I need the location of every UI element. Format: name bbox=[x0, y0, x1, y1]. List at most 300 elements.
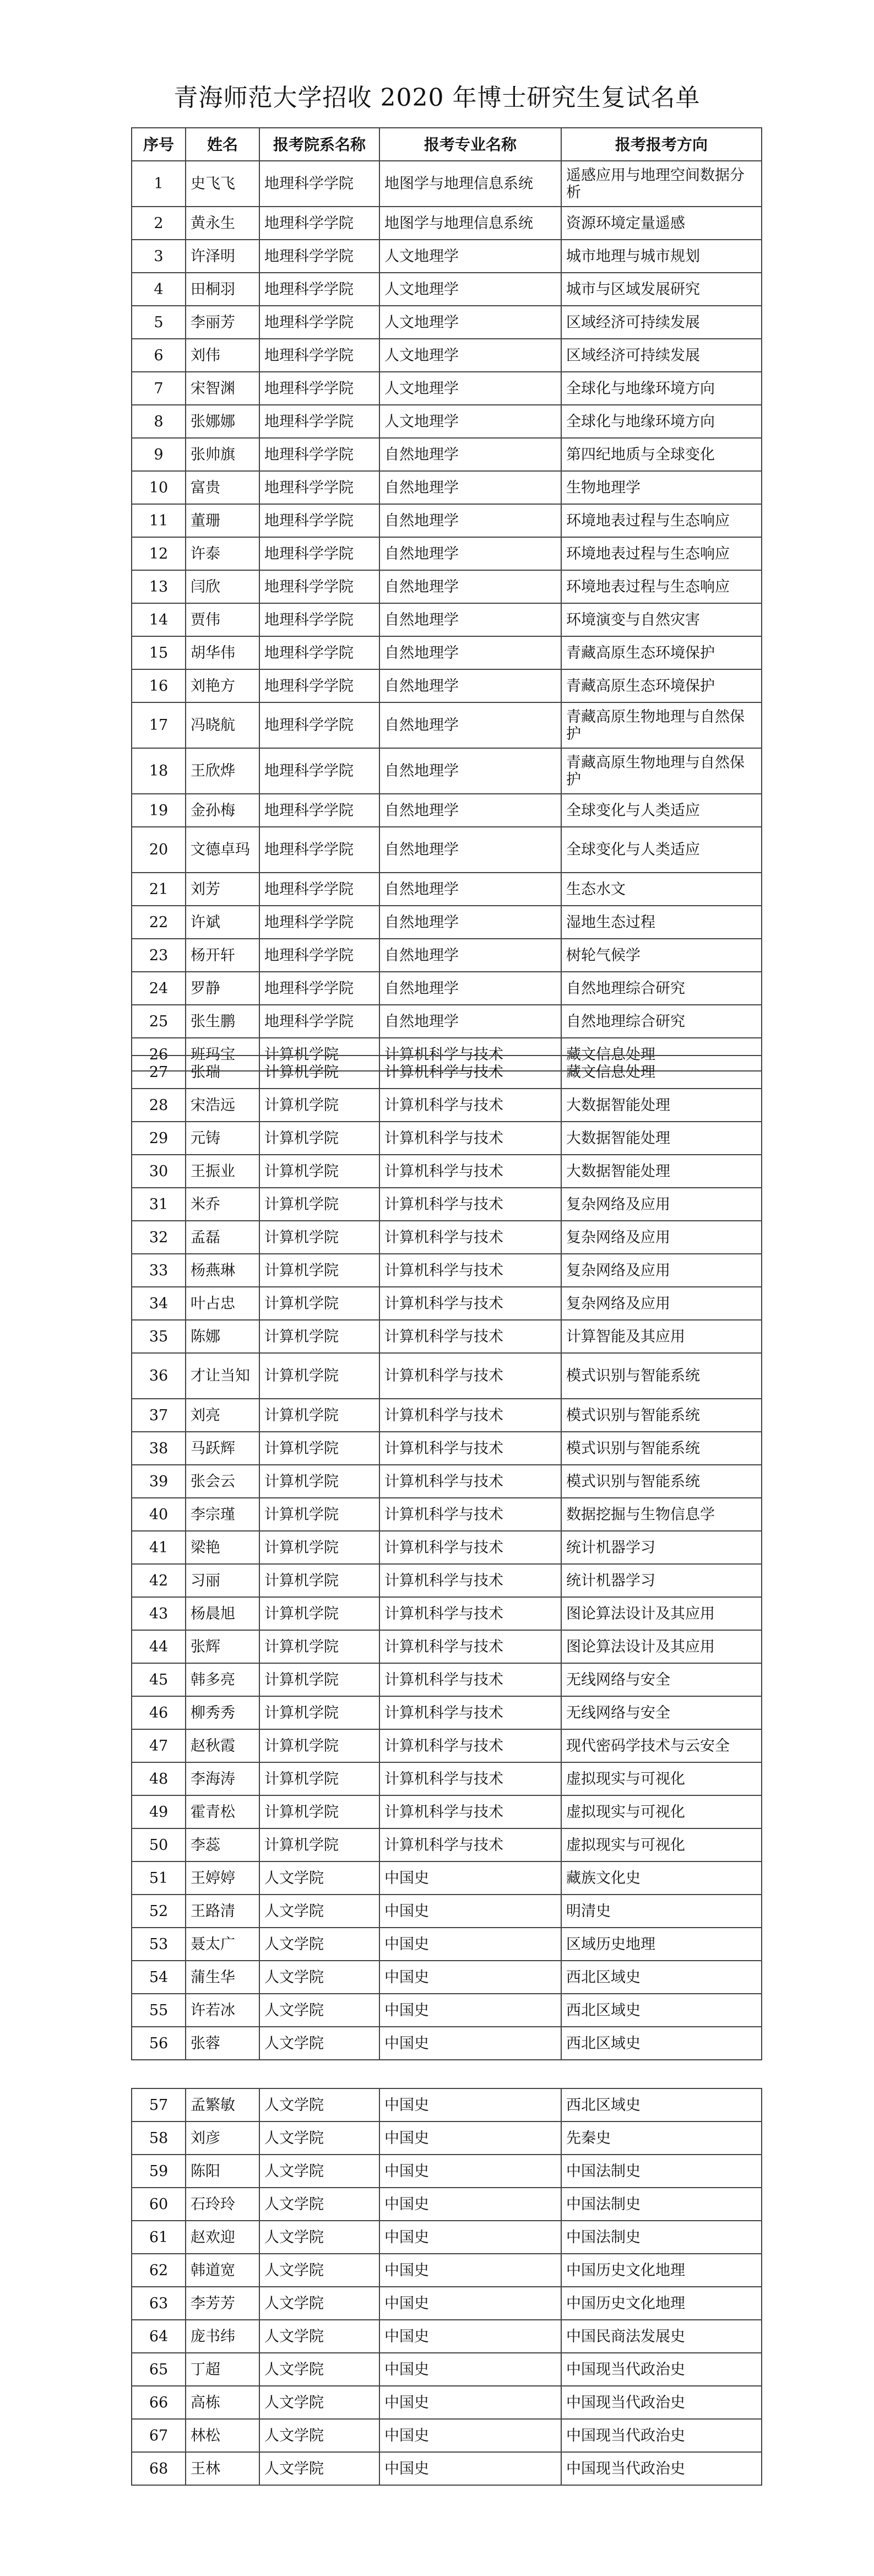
table-row bbox=[132, 1498, 762, 1531]
research-direction: 大数据智能处理 bbox=[561, 1155, 762, 1188]
applicant-name: 聂太广 bbox=[186, 1928, 259, 1961]
department-name: 地理科学学院 bbox=[259, 537, 379, 570]
row-index: 12 bbox=[132, 537, 186, 570]
department-name: 计算机学院 bbox=[259, 1432, 379, 1465]
applicant-table-continued bbox=[131, 2088, 762, 2486]
department-name: 计算机学院 bbox=[259, 1287, 379, 1320]
page-title: 青海师范大学招收 2020 年博士研究生复试名单 bbox=[173, 84, 701, 112]
department-name: 计算机学院 bbox=[259, 1531, 379, 1564]
research-direction: 青藏高原生态环境保护 bbox=[561, 669, 762, 702]
major-name: 计算机科学与技术 bbox=[379, 1353, 561, 1399]
research-direction: 区域历史地理 bbox=[561, 1928, 762, 1961]
major-name: 计算机科学与技术 bbox=[379, 1597, 561, 1630]
major-name: 计算机科学与技术 bbox=[379, 1630, 561, 1663]
department-name: 人文学院 bbox=[259, 2221, 379, 2254]
department-name: 地理科学学院 bbox=[259, 306, 379, 339]
department-name: 计算机学院 bbox=[259, 1663, 379, 1696]
major-name: 自然地理学 bbox=[379, 702, 561, 748]
table-row bbox=[132, 1795, 762, 1828]
table-row bbox=[132, 2452, 762, 2485]
table-row bbox=[132, 1895, 762, 1928]
row-index: 8 bbox=[132, 405, 186, 438]
applicant-name: 米乔 bbox=[186, 1188, 259, 1221]
table-row bbox=[132, 2027, 762, 2060]
research-direction: 中国现当代政治史 bbox=[561, 2452, 762, 2485]
major-name: 中国史 bbox=[379, 1895, 561, 1928]
research-direction: 模式识别与智能系统 bbox=[561, 1353, 762, 1399]
table-row bbox=[132, 2155, 762, 2188]
applicant-name: 霍青松 bbox=[186, 1795, 259, 1828]
applicant-name: 史飞飞 bbox=[186, 161, 259, 207]
table-row bbox=[132, 1155, 762, 1188]
table-row bbox=[132, 1828, 762, 1861]
applicant-name: 王路清 bbox=[186, 1895, 259, 1928]
table-row bbox=[132, 1729, 762, 1762]
major-name: 计算机科学与技术 bbox=[379, 1795, 561, 1828]
applicant-name: 王林 bbox=[186, 2452, 259, 2485]
research-direction: 城市地理与城市规划 bbox=[561, 240, 762, 273]
applicant-name: 杨燕琳 bbox=[186, 1254, 259, 1287]
research-direction: 城市与区域发展研究 bbox=[561, 273, 762, 306]
table-row bbox=[132, 504, 762, 537]
table-body bbox=[132, 2088, 762, 2485]
row-index: 53 bbox=[132, 1928, 186, 1961]
row-index: 25 bbox=[132, 1005, 186, 1038]
department-name: 计算机学院 bbox=[259, 1320, 379, 1353]
row-index: 14 bbox=[132, 603, 186, 636]
department-name: 地理科学学院 bbox=[259, 504, 379, 537]
major-name: 计算机科学与技术 bbox=[379, 1465, 561, 1498]
research-direction: 复杂网络及应用 bbox=[561, 1188, 762, 1221]
table-row bbox=[132, 1089, 762, 1122]
major-name: 计算机科学与技术 bbox=[379, 1762, 561, 1795]
row-index: 62 bbox=[132, 2254, 186, 2287]
row-index: 17 bbox=[132, 702, 186, 748]
research-direction: 资源环境定量遥感 bbox=[561, 207, 762, 240]
row-index: 24 bbox=[132, 972, 186, 1005]
research-direction: 青藏高原生态环境保护 bbox=[561, 636, 762, 669]
major-name: 中国史 bbox=[379, 2088, 561, 2122]
research-direction: 图论算法设计及其应用 bbox=[561, 1630, 762, 1663]
table-row bbox=[132, 2188, 762, 2221]
research-direction: 全球化与地缘环境方向 bbox=[561, 372, 762, 405]
department-name: 人文学院 bbox=[259, 2027, 379, 2060]
applicant-name: 庞书纬 bbox=[186, 2320, 259, 2353]
major-name: 自然地理学 bbox=[379, 1005, 561, 1038]
table-row bbox=[132, 1861, 762, 1895]
research-direction: 全球变化与人类适应 bbox=[561, 794, 762, 827]
department-name: 地理科学学院 bbox=[259, 669, 379, 702]
table-row bbox=[132, 1564, 762, 1597]
major-name: 中国史 bbox=[379, 2027, 561, 2060]
research-direction: 先秦史 bbox=[561, 2122, 762, 2155]
table-row bbox=[132, 1221, 762, 1254]
table-row bbox=[132, 1630, 762, 1663]
table-body bbox=[132, 161, 762, 1071]
applicant-name: 杨开轩 bbox=[186, 939, 259, 972]
applicant-name: 李芳芳 bbox=[186, 2287, 259, 2320]
major-name: 自然地理学 bbox=[379, 906, 561, 939]
applicant-name: 罗静 bbox=[186, 972, 259, 1005]
major-name: 自然地理学 bbox=[379, 636, 561, 669]
department-name: 地理科学学院 bbox=[259, 372, 379, 405]
major-name: 计算机科学与技术 bbox=[379, 1432, 561, 1465]
applicant-name: 李蕊 bbox=[186, 1828, 259, 1861]
research-direction: 无线网络与安全 bbox=[561, 1663, 762, 1696]
table-row bbox=[132, 570, 762, 603]
table-row bbox=[132, 636, 762, 669]
row-index: 29 bbox=[132, 1122, 186, 1155]
table-row bbox=[132, 207, 762, 240]
row-index: 66 bbox=[132, 2386, 186, 2419]
applicant-name: 元铸 bbox=[186, 1122, 259, 1155]
research-direction: 藏文信息处理 bbox=[561, 1056, 762, 1089]
row-index: 59 bbox=[132, 2155, 186, 2188]
row-index: 44 bbox=[132, 1630, 186, 1663]
applicant-name: 黄永生 bbox=[186, 207, 259, 240]
applicant-table-continued bbox=[131, 1055, 762, 2060]
department-name: 地理科学学院 bbox=[259, 873, 379, 906]
major-name: 人文地理学 bbox=[379, 240, 561, 273]
table-row bbox=[132, 1399, 762, 1432]
department-name: 地理科学学院 bbox=[259, 939, 379, 972]
department-name: 人文学院 bbox=[259, 1961, 379, 1994]
major-name: 自然地理学 bbox=[379, 972, 561, 1005]
table-row bbox=[132, 1597, 762, 1630]
table-row bbox=[132, 2386, 762, 2419]
research-direction: 虚拟现实与可视化 bbox=[561, 1828, 762, 1861]
applicant-name: 李海涛 bbox=[186, 1762, 259, 1795]
applicant-name: 冯晓航 bbox=[186, 702, 259, 748]
department-name: 地理科学学院 bbox=[259, 748, 379, 794]
research-direction: 中国现当代政治史 bbox=[561, 2419, 762, 2452]
applicant-name: 梁艳 bbox=[186, 1531, 259, 1564]
row-index: 26 bbox=[132, 1038, 186, 1071]
row-index: 41 bbox=[132, 1531, 186, 1564]
header-department: 报考院系名称 bbox=[259, 128, 379, 161]
row-index: 20 bbox=[132, 827, 186, 873]
department-name: 地理科学学院 bbox=[259, 240, 379, 273]
row-index: 1 bbox=[132, 161, 186, 207]
table-row bbox=[132, 2122, 762, 2155]
research-direction: 中国法制史 bbox=[561, 2155, 762, 2188]
major-name: 计算机科学与技术 bbox=[379, 1287, 561, 1320]
table-row bbox=[132, 1696, 762, 1729]
department-name: 人文学院 bbox=[259, 2254, 379, 2287]
major-name: 自然地理学 bbox=[379, 827, 561, 873]
applicant-name: 张瑞 bbox=[186, 1056, 259, 1089]
department-name: 人文学院 bbox=[259, 2155, 379, 2188]
major-name: 自然地理学 bbox=[379, 669, 561, 702]
table-row bbox=[132, 748, 762, 794]
research-direction: 西北区域史 bbox=[561, 2027, 762, 2060]
department-name: 计算机学院 bbox=[259, 1353, 379, 1399]
row-index: 57 bbox=[132, 2088, 186, 2122]
research-direction: 青藏高原生物地理与自然保护 bbox=[561, 702, 762, 748]
research-direction: 藏族文化史 bbox=[561, 1861, 762, 1895]
department-name: 计算机学院 bbox=[259, 1498, 379, 1531]
major-name: 计算机科学与技术 bbox=[379, 1399, 561, 1432]
table-row bbox=[132, 2221, 762, 2254]
department-name: 地理科学学院 bbox=[259, 1005, 379, 1038]
applicant-name: 孟磊 bbox=[186, 1221, 259, 1254]
department-name: 地理科学学院 bbox=[259, 636, 379, 669]
row-index: 35 bbox=[132, 1320, 186, 1353]
row-index: 50 bbox=[132, 1828, 186, 1861]
row-index: 38 bbox=[132, 1432, 186, 1465]
research-direction: 中国法制史 bbox=[561, 2188, 762, 2221]
applicant-name: 孟繁敏 bbox=[186, 2088, 259, 2122]
row-index: 64 bbox=[132, 2320, 186, 2353]
department-name: 人文学院 bbox=[259, 2419, 379, 2452]
department-name: 计算机学院 bbox=[259, 1155, 379, 1188]
major-name: 人文地理学 bbox=[379, 306, 561, 339]
row-index: 36 bbox=[132, 1353, 186, 1399]
table-row bbox=[132, 2353, 762, 2386]
applicant-name: 刘亮 bbox=[186, 1399, 259, 1432]
table-row bbox=[132, 240, 762, 273]
major-name: 中国史 bbox=[379, 2353, 561, 2386]
department-name: 计算机学院 bbox=[259, 1056, 379, 1089]
row-index: 33 bbox=[132, 1254, 186, 1287]
department-name: 计算机学院 bbox=[259, 1795, 379, 1828]
table-row bbox=[132, 827, 762, 873]
table-row bbox=[132, 1254, 762, 1287]
department-name: 人文学院 bbox=[259, 2088, 379, 2122]
research-direction: 复杂网络及应用 bbox=[561, 1254, 762, 1287]
major-name: 自然地理学 bbox=[379, 794, 561, 827]
department-name: 计算机学院 bbox=[259, 1254, 379, 1287]
major-name: 自然地理学 bbox=[379, 939, 561, 972]
department-name: 地理科学学院 bbox=[259, 471, 379, 504]
department-name: 地理科学学院 bbox=[259, 906, 379, 939]
applicant-name: 陈娜 bbox=[186, 1320, 259, 1353]
department-name: 人文学院 bbox=[259, 1994, 379, 2027]
department-name: 地理科学学院 bbox=[259, 161, 379, 207]
applicant-name: 刘伟 bbox=[186, 339, 259, 372]
major-name: 自然地理学 bbox=[379, 748, 561, 794]
row-index: 30 bbox=[132, 1155, 186, 1188]
applicant-name: 王欣烨 bbox=[186, 748, 259, 794]
applicant-name: 习丽 bbox=[186, 1564, 259, 1597]
department-name: 人文学院 bbox=[259, 2122, 379, 2155]
department-name: 人文学院 bbox=[259, 1861, 379, 1895]
row-index: 13 bbox=[132, 570, 186, 603]
department-name: 计算机学院 bbox=[259, 1630, 379, 1663]
research-direction: 现代密码学技术与云安全 bbox=[561, 1729, 762, 1762]
table-row bbox=[132, 1432, 762, 1465]
table-row bbox=[132, 906, 762, 939]
research-direction: 区域经济可持续发展 bbox=[561, 339, 762, 372]
table-row bbox=[132, 972, 762, 1005]
department-name: 地理科学学院 bbox=[259, 438, 379, 471]
table-row bbox=[132, 2088, 762, 2122]
major-name: 自然地理学 bbox=[379, 603, 561, 636]
table-row bbox=[132, 471, 762, 504]
row-index: 16 bbox=[132, 669, 186, 702]
table-row bbox=[132, 2320, 762, 2353]
table-row bbox=[132, 794, 762, 827]
department-name: 地理科学学院 bbox=[259, 339, 379, 372]
research-direction: 复杂网络及应用 bbox=[561, 1221, 762, 1254]
table-row bbox=[132, 1961, 762, 1994]
applicant-name: 张帅旗 bbox=[186, 438, 259, 471]
research-direction: 生态水文 bbox=[561, 873, 762, 906]
department-name: 计算机学院 bbox=[259, 1729, 379, 1762]
row-index: 21 bbox=[132, 873, 186, 906]
major-name: 中国史 bbox=[379, 1994, 561, 2027]
department-name: 计算机学院 bbox=[259, 1696, 379, 1729]
applicant-name: 韩多亮 bbox=[186, 1663, 259, 1696]
research-direction: 环境地表过程与生态响应 bbox=[561, 570, 762, 603]
research-direction: 全球变化与人类适应 bbox=[561, 827, 762, 873]
major-name: 中国史 bbox=[379, 1961, 561, 1994]
applicant-name: 文德卓玛 bbox=[186, 827, 259, 873]
row-index: 11 bbox=[132, 504, 186, 537]
applicant-name: 许若冰 bbox=[186, 1994, 259, 2027]
row-index: 60 bbox=[132, 2188, 186, 2221]
table-row bbox=[132, 273, 762, 306]
applicant-name: 董珊 bbox=[186, 504, 259, 537]
major-name: 地图学与地理信息系统 bbox=[379, 207, 561, 240]
applicant-name: 班玛宝 bbox=[186, 1038, 259, 1071]
department-name: 地理科学学院 bbox=[259, 794, 379, 827]
header-name: 姓名 bbox=[186, 128, 259, 161]
row-index: 22 bbox=[132, 906, 186, 939]
department-name: 人文学院 bbox=[259, 2452, 379, 2485]
applicant-name: 金孙梅 bbox=[186, 794, 259, 827]
research-direction: 湿地生态过程 bbox=[561, 906, 762, 939]
row-index: 18 bbox=[132, 748, 186, 794]
row-index: 52 bbox=[132, 1895, 186, 1928]
table-row bbox=[132, 2419, 762, 2452]
major-name: 计算机科学与技术 bbox=[379, 1089, 561, 1122]
row-index: 28 bbox=[132, 1089, 186, 1122]
table-row bbox=[132, 339, 762, 372]
department-name: 计算机学院 bbox=[259, 1564, 379, 1597]
research-direction: 虚拟现实与可视化 bbox=[561, 1795, 762, 1828]
table-row bbox=[132, 161, 762, 207]
department-name: 地理科学学院 bbox=[259, 603, 379, 636]
department-name: 人文学院 bbox=[259, 2188, 379, 2221]
major-name: 中国史 bbox=[379, 2386, 561, 2419]
applicant-name: 刘艳方 bbox=[186, 669, 259, 702]
research-direction: 中国民商法发展史 bbox=[561, 2320, 762, 2353]
research-direction: 大数据智能处理 bbox=[561, 1122, 762, 1155]
department-name: 地理科学学院 bbox=[259, 273, 379, 306]
major-name: 自然地理学 bbox=[379, 537, 561, 570]
department-name: 地理科学学院 bbox=[259, 972, 379, 1005]
applicant-name: 宋浩远 bbox=[186, 1089, 259, 1122]
major-name: 计算机科学与技术 bbox=[379, 1498, 561, 1531]
major-name: 计算机科学与技术 bbox=[379, 1320, 561, 1353]
applicant-name: 叶占忠 bbox=[186, 1287, 259, 1320]
table-row bbox=[132, 306, 762, 339]
research-direction: 自然地理综合研究 bbox=[561, 972, 762, 1005]
row-index: 4 bbox=[132, 273, 186, 306]
research-direction: 中国历史文化地理 bbox=[561, 2254, 762, 2287]
applicant-name: 林松 bbox=[186, 2419, 259, 2452]
major-name: 中国史 bbox=[379, 2122, 561, 2155]
applicant-name: 柳秀秀 bbox=[186, 1696, 259, 1729]
major-name: 中国史 bbox=[379, 2155, 561, 2188]
row-index: 58 bbox=[132, 2122, 186, 2155]
research-direction: 遥感应用与地理空间数据分析 bbox=[561, 161, 762, 207]
research-direction: 西北区域史 bbox=[561, 1994, 762, 2027]
applicant-name: 贾伟 bbox=[186, 603, 259, 636]
applicant-name: 赵欢迎 bbox=[186, 2221, 259, 2254]
research-direction: 环境地表过程与生态响应 bbox=[561, 537, 762, 570]
research-direction: 统计机器学习 bbox=[561, 1564, 762, 1597]
applicant-name: 王振业 bbox=[186, 1155, 259, 1188]
department-name: 计算机学院 bbox=[259, 1399, 379, 1432]
applicant-name: 张生鹏 bbox=[186, 1005, 259, 1038]
research-direction: 树轮气候学 bbox=[561, 939, 762, 972]
applicant-name: 许斌 bbox=[186, 906, 259, 939]
table-row bbox=[132, 372, 762, 405]
table-row bbox=[132, 537, 762, 570]
research-direction: 统计机器学习 bbox=[561, 1531, 762, 1564]
table-row bbox=[132, 1994, 762, 2027]
department-name: 人文学院 bbox=[259, 2353, 379, 2386]
header-major: 报考专业名称 bbox=[379, 128, 561, 161]
row-index: 63 bbox=[132, 2287, 186, 2320]
row-index: 15 bbox=[132, 636, 186, 669]
major-name: 计算机科学与技术 bbox=[379, 1221, 561, 1254]
major-name: 计算机科学与技术 bbox=[379, 1531, 561, 1564]
applicant-name: 陈阳 bbox=[186, 2155, 259, 2188]
research-direction: 中国现当代政治史 bbox=[561, 2386, 762, 2419]
applicant-name: 高栋 bbox=[186, 2386, 259, 2419]
applicant-name: 闫欣 bbox=[186, 570, 259, 603]
research-direction: 生物地理学 bbox=[561, 471, 762, 504]
major-name: 计算机科学与技术 bbox=[379, 1663, 561, 1696]
research-direction: 区域经济可持续发展 bbox=[561, 306, 762, 339]
major-name: 自然地理学 bbox=[379, 504, 561, 537]
research-direction: 模式识别与智能系统 bbox=[561, 1432, 762, 1465]
major-name: 自然地理学 bbox=[379, 438, 561, 471]
row-index: 42 bbox=[132, 1564, 186, 1597]
row-index: 39 bbox=[132, 1465, 186, 1498]
table-row bbox=[132, 939, 762, 972]
table-row bbox=[132, 1056, 762, 1089]
research-direction: 计算智能及其应用 bbox=[561, 1320, 762, 1353]
header-direction: 报考报考方向 bbox=[561, 128, 762, 161]
department-name: 地理科学学院 bbox=[259, 702, 379, 748]
row-index: 7 bbox=[132, 372, 186, 405]
major-name: 人文地理学 bbox=[379, 273, 561, 306]
applicant-name: 刘彦 bbox=[186, 2122, 259, 2155]
row-index: 6 bbox=[132, 339, 186, 372]
major-name: 计算机科学与技术 bbox=[379, 1056, 561, 1089]
department-name: 人文学院 bbox=[259, 1928, 379, 1961]
row-index: 43 bbox=[132, 1597, 186, 1630]
applicant-name: 许泰 bbox=[186, 537, 259, 570]
table-row bbox=[132, 873, 762, 906]
applicant-table bbox=[131, 127, 762, 1071]
major-name: 计算机科学与技术 bbox=[379, 1729, 561, 1762]
major-name: 中国史 bbox=[379, 1861, 561, 1895]
table-row bbox=[132, 1928, 762, 1961]
table-row bbox=[132, 2287, 762, 2320]
table-row bbox=[132, 1287, 762, 1320]
row-index: 51 bbox=[132, 1861, 186, 1895]
major-name: 地图学与地理信息系统 bbox=[379, 161, 561, 207]
table-row bbox=[132, 1531, 762, 1564]
major-name: 中国史 bbox=[379, 2287, 561, 2320]
table-row bbox=[132, 405, 762, 438]
research-direction: 复杂网络及应用 bbox=[561, 1287, 762, 1320]
